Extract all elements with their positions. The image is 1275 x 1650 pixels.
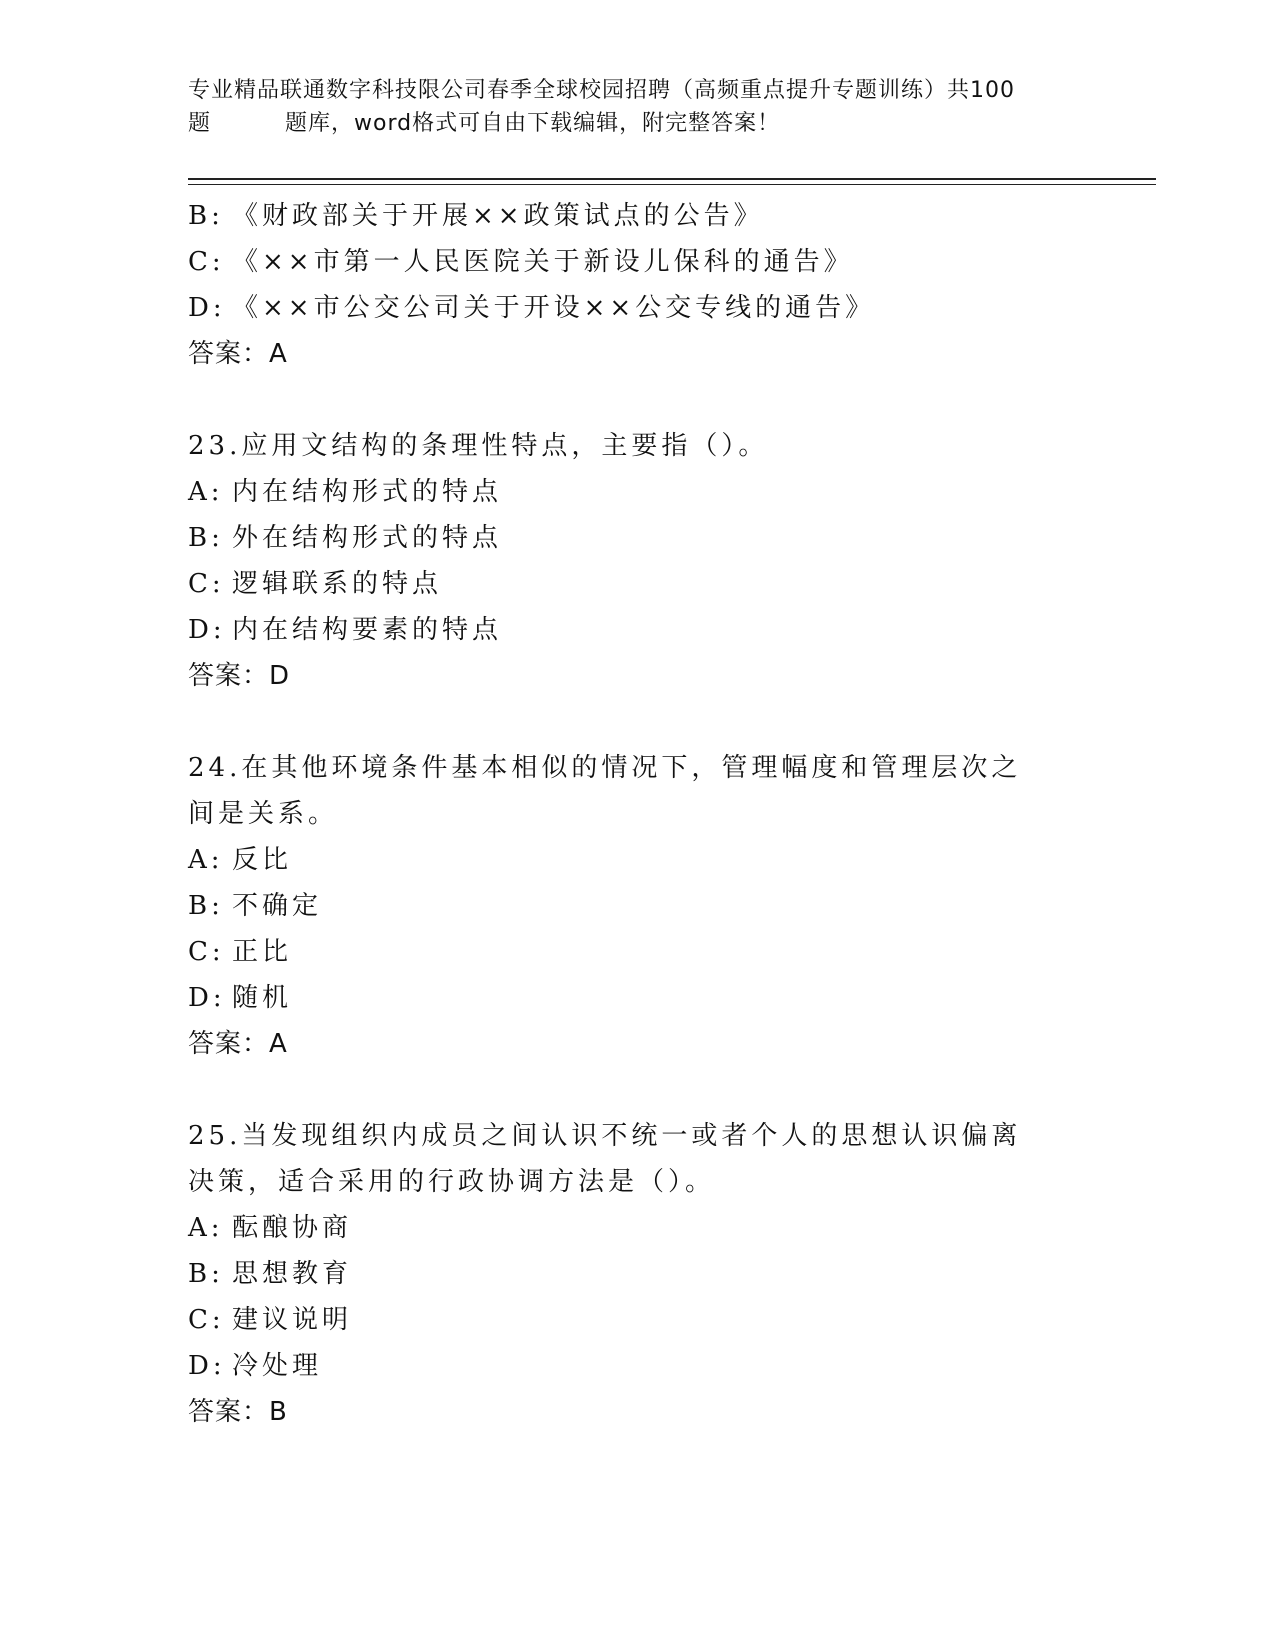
option-c: C: 正比 (188, 937, 293, 967)
answer-line: 答案：A (188, 339, 288, 369)
header-title-line-2-start: 题 (188, 111, 212, 136)
option-d: D: 内在结构要素的特点 (188, 615, 503, 645)
option-d: D: 随机 (188, 983, 293, 1013)
document-header (188, 74, 1088, 140)
question-stem: 25.当发现组织内成员之间认识不统一或者个人的思想认识偏离决策，适合采用的行政协调方法是（）。 (188, 1121, 1022, 1197)
question-23 (188, 423, 1088, 699)
option-c: C: 建议说明 (188, 1305, 353, 1335)
header-divider-thick (188, 178, 1156, 180)
question-stem: 24.在其他环境条件基本相似的情况下，管理幅度和管理层次之间是关系。 (188, 753, 1022, 829)
question-list (188, 193, 1088, 1435)
question-24 (188, 745, 1088, 1067)
option-b: B: 思想教育 (188, 1259, 353, 1289)
option-c: C: 逻辑联系的特点 (188, 569, 443, 599)
option-b: B: 不确定 (188, 891, 323, 921)
option-d: D: 冷处理 (188, 1351, 323, 1381)
header-divider-thin (188, 184, 1156, 185)
question-25 (188, 1113, 1088, 1435)
question-22-tail (188, 193, 1088, 377)
answer-line: 答案：A (188, 1029, 288, 1059)
option-d: D: 《××市公交公司关于开设××公交专线的通告》 (188, 293, 876, 323)
answer-line: 答案：D (188, 661, 291, 691)
header-title-line-2-end: 题库，word格式可自由下载编辑，附完整答案！ (285, 111, 781, 136)
question-stem: 23.应用文结构的条理性特点，主要指（）。 (188, 431, 769, 461)
header-title-line-2 (188, 107, 1088, 140)
option-a: A: 酝酿协商 (188, 1213, 353, 1243)
option-c: C: 《××市第一人民医院关于新设儿保科的通告》 (188, 247, 854, 277)
option-a: A: 内在结构形式的特点 (188, 477, 503, 507)
option-b: B: 外在结构形式的特点 (188, 523, 503, 553)
answer-line: 答案：B (188, 1397, 288, 1427)
option-b: B: 《财政部关于开展××政策试点的公告》 (188, 201, 764, 231)
header-title-line-1: 专业精品联通数字科技限公司春季全球校园招聘（高频重点提升专题训练）共100 (188, 78, 1015, 103)
option-a: A: 反比 (188, 845, 293, 875)
